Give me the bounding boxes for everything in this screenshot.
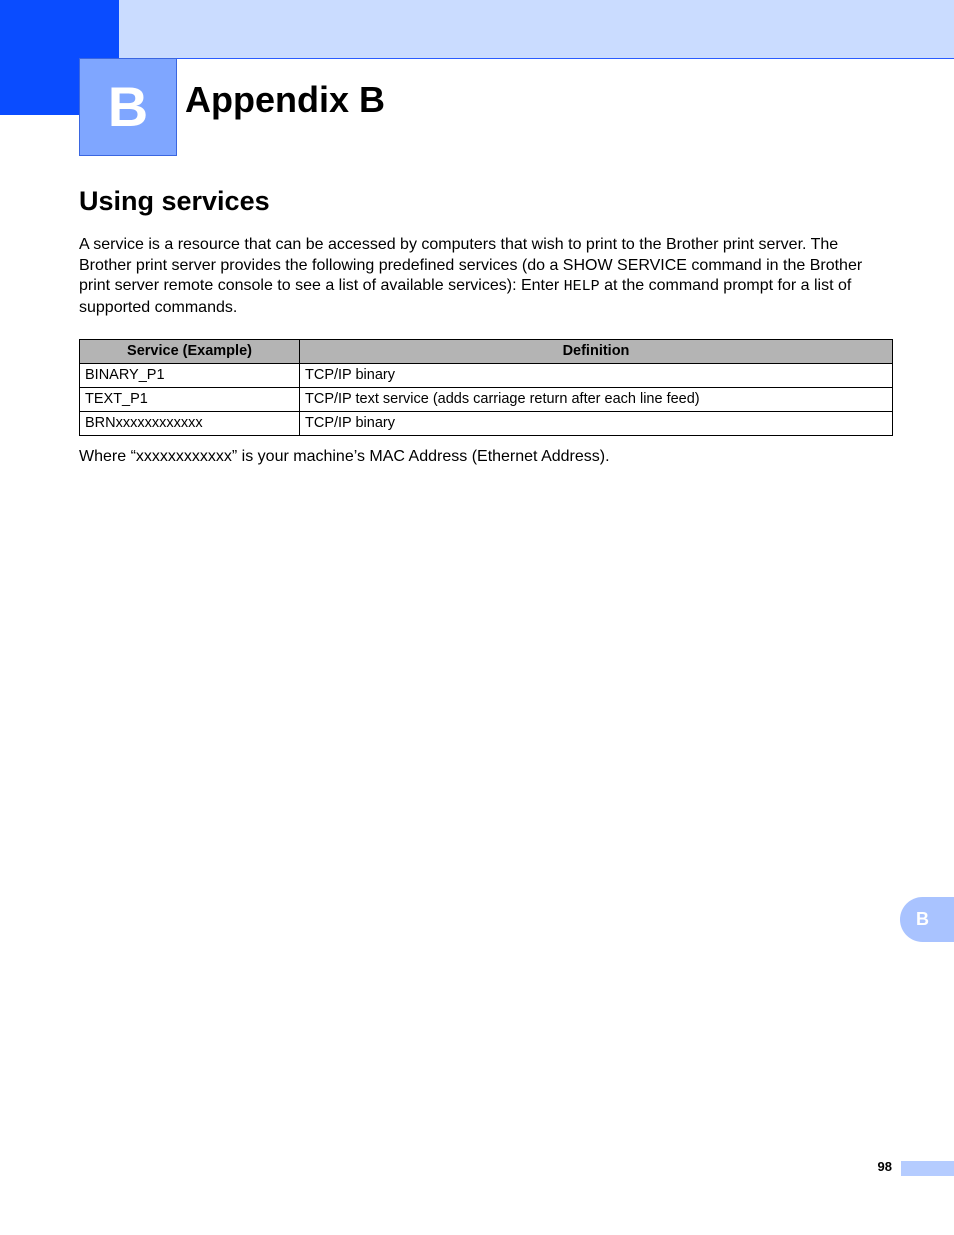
mac-address-note: Where “xxxxxxxxxxxx” is your machine’s MAC Address (Ethernet Address). (79, 448, 610, 465)
table-row (80, 412, 893, 436)
intro-text-end: at the command prompt for a list of supported commands. (79, 277, 852, 316)
table-row (80, 388, 893, 412)
section-title: Using services (79, 186, 270, 216)
table-header-row (80, 340, 893, 364)
intro-paragraph (79, 235, 894, 318)
page-number: 98 (877, 1159, 892, 1174)
chapter-letter: B (107, 75, 149, 138)
service-cell: BRNxxxxxxxxxxxx (80, 412, 300, 436)
chapter-title: Appendix B (185, 79, 386, 120)
table-row (80, 364, 893, 388)
service-cell: TEXT_P1 (80, 388, 300, 412)
services-table (79, 339, 893, 436)
side-tab-letter: B (916, 909, 929, 929)
chapter-badge (79, 58, 177, 156)
service-cell: BINARY_P1 (80, 364, 300, 388)
definition-cell: TCP/IP binary (300, 364, 893, 388)
footer-bar (901, 1161, 954, 1176)
column-header-service: Service (Example) (80, 340, 300, 364)
header-band (0, 0, 954, 59)
intro-text-start: A service is a resource that can be accessed by computers that wish to print to the Brother print server. The Brother print server provides the following predefined services (do a SHOW SERVICE command in the Brother print server remote console to see a list of available services): Enter (79, 236, 863, 294)
chapter-side-tab (900, 897, 954, 942)
definition-cell: TCP/IP text service (adds carriage return after each line feed) (300, 388, 893, 412)
definition-cell: TCP/IP binary (300, 412, 893, 436)
help-command: HELP (563, 278, 600, 295)
column-header-definition: Definition (300, 340, 893, 364)
